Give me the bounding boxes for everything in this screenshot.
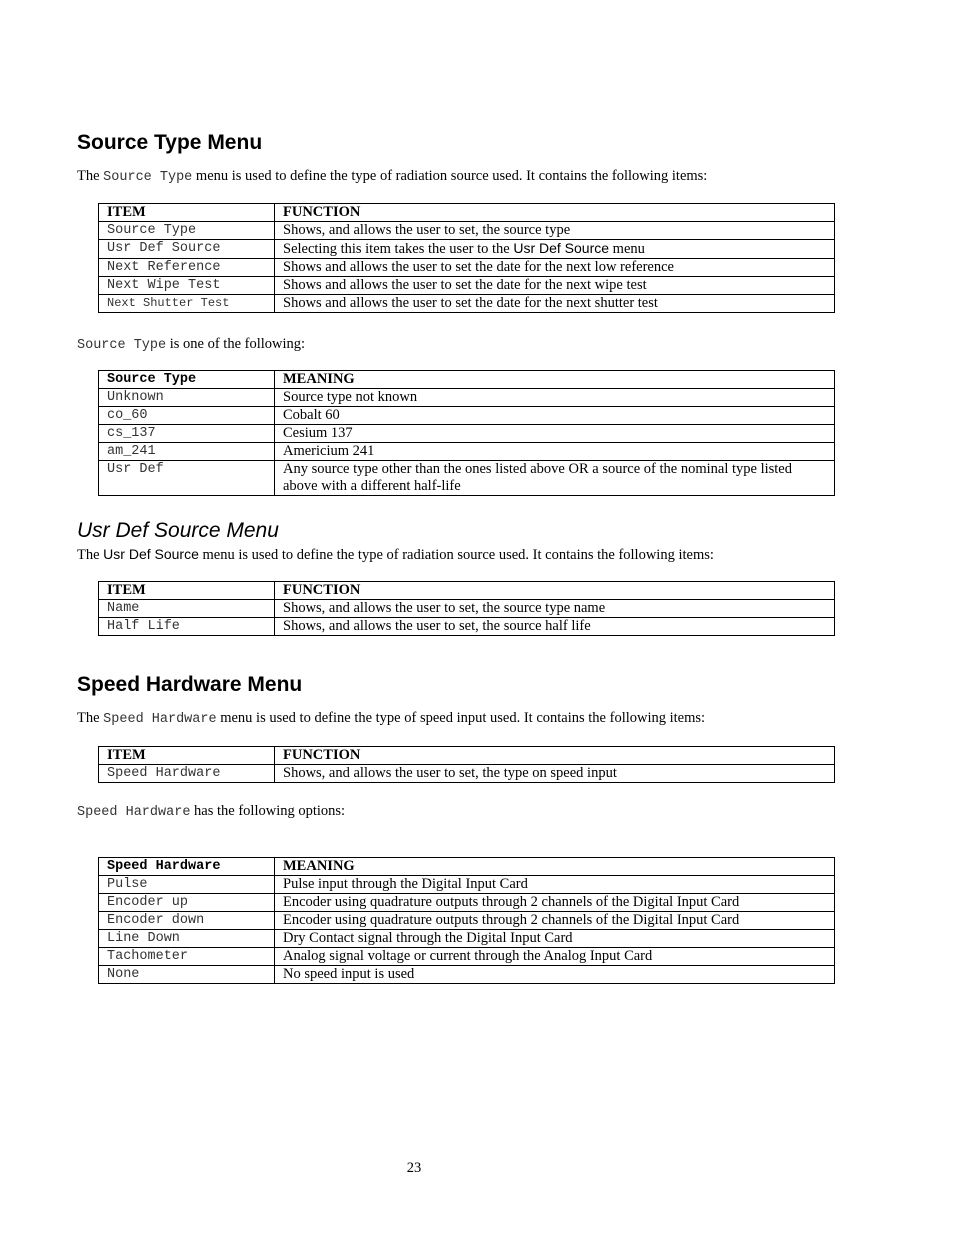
table-row: Unknown Source type not known — [99, 389, 835, 407]
table-row: Source Type Shows, and allows the user to set, the source type — [99, 222, 835, 240]
table-header-row: Source Type MEANING — [99, 371, 835, 389]
table-row: Line Down Dry Contact signal through the Digital Input Card — [99, 930, 835, 948]
usr-def-heading: Usr Def Source Menu — [77, 519, 279, 542]
source-type-options-table — [98, 370, 835, 496]
source-type-intro: The Source Type menu is used to define the type of radiation source used. It contains the following items: — [77, 168, 708, 185]
table-row: Encoder down Encoder using quadrature outputs through 2 channels of the Digital Input Card — [99, 912, 835, 930]
source-type-items-table — [98, 203, 835, 313]
source-type-options-intro: Source Type is one of the following: — [77, 336, 306, 353]
table-row: am_241 Americium 241 — [99, 443, 835, 461]
table-row: Usr Def Any source type other than the ones listed above OR a source of the nominal type listed above with a different half-life — [99, 461, 835, 496]
source-type-heading: Source Type Menu — [77, 131, 263, 154]
table-row: Pulse Pulse input through the Digital Input Card — [99, 876, 835, 894]
table-header-row: ITEM FUNCTION — [99, 747, 835, 765]
table-row: Speed Hardware Shows, and allows the user to set, the type on speed input — [99, 765, 835, 783]
speed-hardware-intro: The Speed Hardware menu is used to define the type of speed input used. It contains the following items: — [77, 710, 706, 727]
table-row: Tachometer Analog signal voltage or current through the Analog Input Card — [99, 948, 835, 966]
table-row: Usr Def Source Selecting this item takes the user to the Usr Def Source menu — [99, 240, 835, 259]
usr-def-intro: The Usr Def Source menu is used to define the type of radiation source used. It contains the following items: — [77, 546, 714, 563]
table-row: cs_137 Cesium 137 — [99, 425, 835, 443]
table-row: Next Shutter Test Shows and allows the user to set the date for the next shutter test — [99, 295, 835, 313]
table-header-row: Speed Hardware MEANING — [99, 858, 835, 876]
table-row: Name Shows, and allows the user to set, the source type name — [99, 600, 835, 618]
speed-hardware-items-table — [98, 746, 835, 783]
table-row: Next Reference Shows and allows the user to set the date for the next low reference — [99, 259, 835, 277]
table-header-row: ITEM FUNCTION — [99, 582, 835, 600]
table-row: None No speed input is used — [99, 966, 835, 984]
speed-hardware-options-intro: Speed Hardware has the following options: — [77, 803, 346, 820]
speed-hardware-options-table — [98, 857, 835, 984]
table-row: Encoder up Encoder using quadrature outputs through 2 channels of the Digital Input Card — [99, 894, 835, 912]
table-row: co_60 Cobalt 60 — [99, 407, 835, 425]
usr-def-items-table — [98, 581, 835, 636]
table-row: Next Wipe Test Shows and allows the user to set the date for the next wipe test — [99, 277, 835, 295]
table-header-row: ITEM FUNCTION — [99, 204, 835, 222]
table-row: Half Life Shows, and allows the user to set, the source half life — [99, 618, 835, 636]
speed-hardware-heading: Speed Hardware Menu — [77, 673, 303, 696]
page-number: 23 — [406, 1160, 422, 1176]
